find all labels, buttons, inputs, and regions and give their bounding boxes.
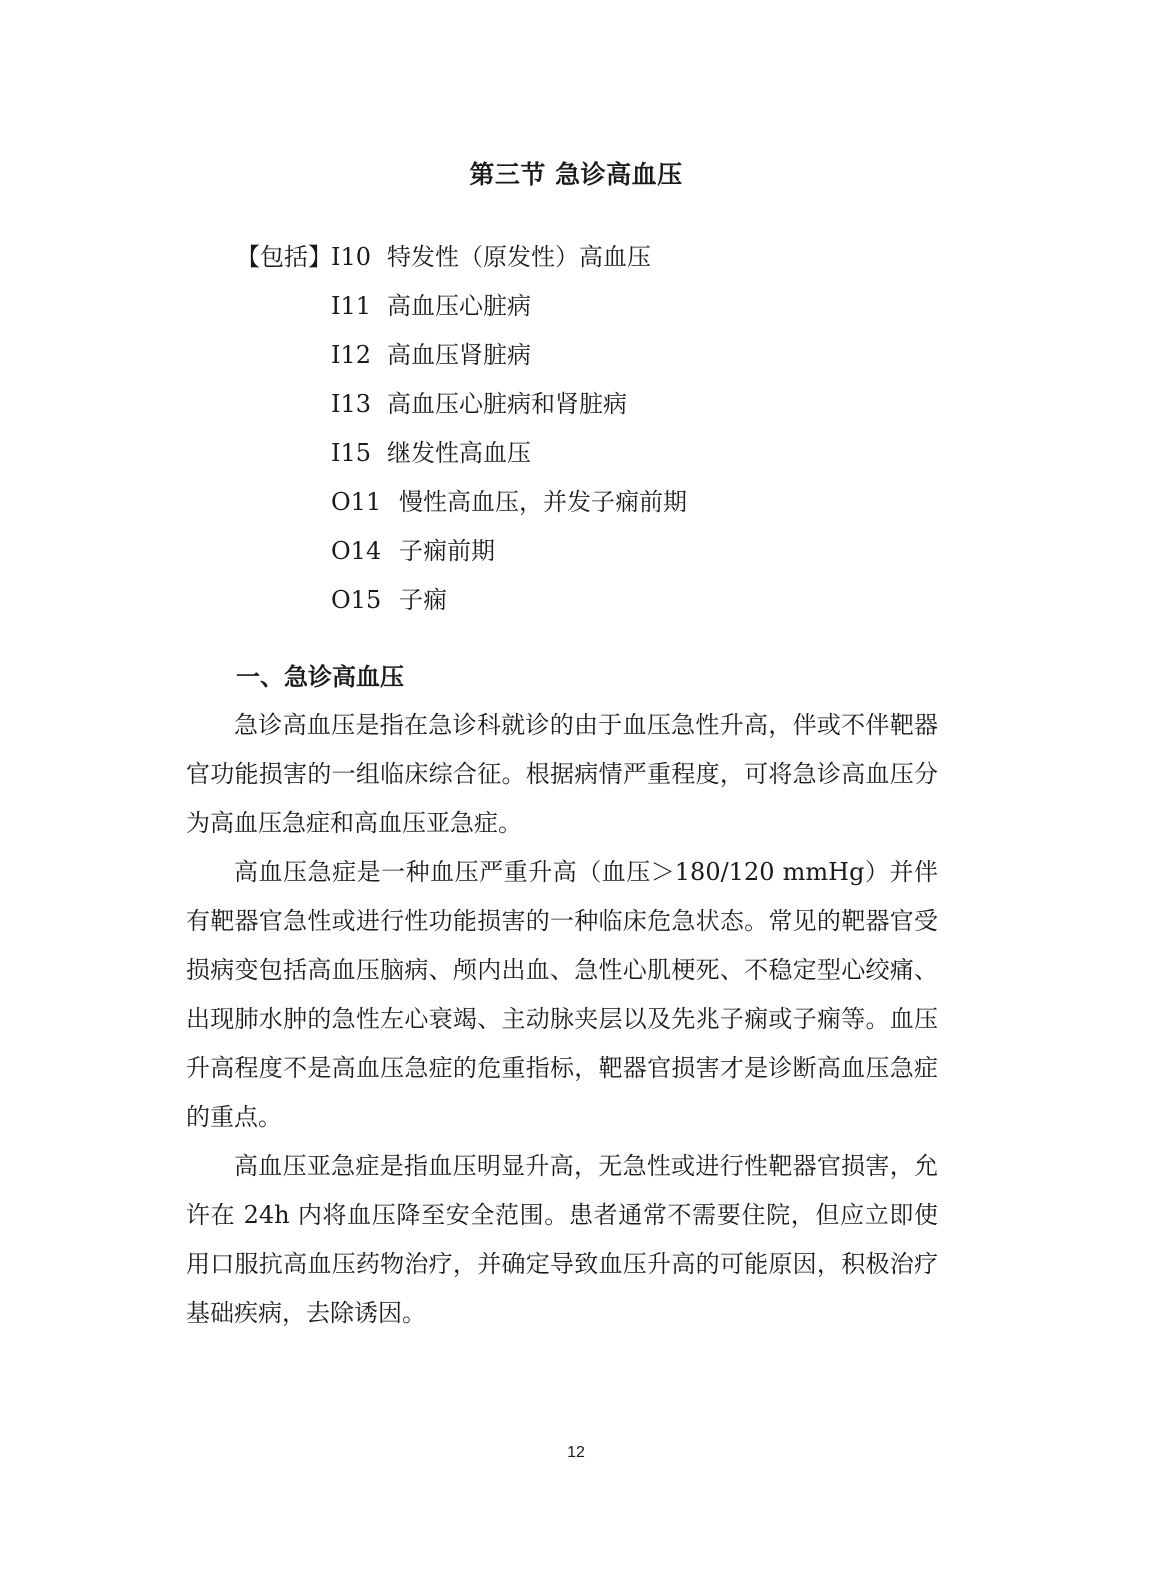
icd-description: 慢性高血压，并发子痫前期	[399, 488, 687, 516]
paragraph: 急诊高血压是指在急诊科就诊的由于血压急性升高，伴或不伴靶器官功能损害的一组临床综合征。根据病情严重程度，可将急诊高血压分为高血压急症和高血压亚急症。	[186, 711, 938, 837]
include-row	[236, 233, 687, 282]
icd-description: 子痫	[399, 586, 447, 614]
include-row	[236, 576, 687, 625]
icd-code: O14	[331, 537, 382, 565]
include-row	[236, 282, 687, 331]
icd-code: I12	[331, 341, 372, 369]
icd-code: O15	[331, 586, 382, 614]
subsection-heading: 一、急诊高血压	[236, 663, 404, 691]
icd-description: 继发性高血压	[387, 439, 531, 467]
icd-code: I15	[331, 439, 372, 467]
include-row	[236, 380, 687, 429]
icd-code: I10	[331, 243, 372, 271]
include-row	[236, 429, 687, 478]
icd-code: I11	[331, 292, 372, 320]
include-row	[236, 527, 687, 576]
icd-description: 子痫前期	[399, 537, 495, 565]
icd-description: 高血压心脏病和肾脏病	[387, 390, 627, 418]
icd-description: 高血压心脏病	[387, 292, 531, 320]
paragraph: 高血压亚急症是指血压明显升高，无急性或进行性靶器官损害，允许在 24h 内将血压降至安全范围。患者通常不需要住院，但应立即使用口服抗高血压药物治疗，并确定导致血压升高的可能原因，积极治疗基础疾病，去除诱因。	[186, 1152, 938, 1327]
includes-prefix: 【包括】	[236, 243, 332, 271]
icd-description: 特发性（原发性）高血压	[387, 243, 651, 271]
includes-list	[236, 233, 687, 625]
include-row	[236, 478, 687, 527]
paragraph: 高血压急症是一种血压严重升高（血压＞180/120 mmHg）并伴有靶器官急性或进行性功能损害的一种临床危急状态。常见的靶器官受损病变包括高血压脑病、颅内出血、急性心肌梗死、不稳定型心绞痛、出现肺水肿的急性左心衰竭、主动脉夹层以及先兆子痫或子痫等。血压升高程度不是高血压急症的危重指标，靶器官损害才是诊断高血压急症的重点。	[186, 858, 938, 1131]
section-title: 第三节 急诊高血压	[469, 160, 683, 189]
include-row	[236, 331, 687, 380]
icd-code: I13	[331, 390, 372, 418]
icd-code: O11	[331, 488, 382, 516]
page-number: 12	[567, 1444, 585, 1461]
icd-description: 高血压肾脏病	[387, 341, 531, 369]
